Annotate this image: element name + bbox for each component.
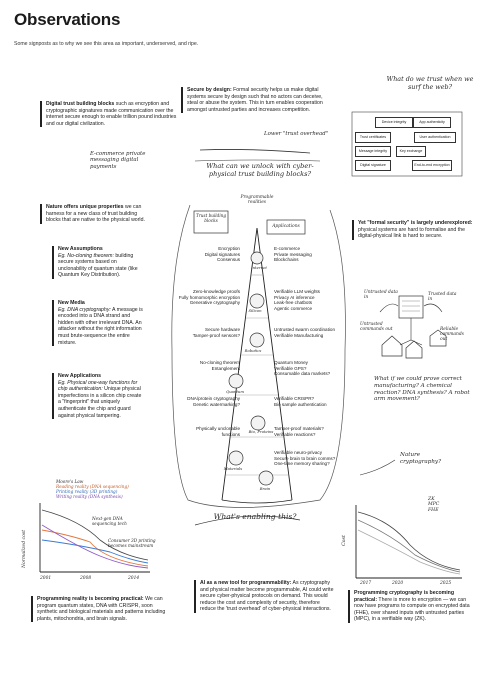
center-row-2-blocks: Secure hardware Tamper-proof sensors? — [192, 327, 240, 338]
new-media-example: Eg. DNA cryptography: — [58, 306, 111, 313]
ai-tool-body: As cryptography and physical matter become programmable, AI could write secure cyber-physical protocols on demand. This would reduce the cost and complexity of security, therefore reduce the 'trust overhead' of cyber-physical interactions. — [200, 580, 334, 613]
new-assumptions-example: Eg. No-cloning theorem: — [58, 252, 114, 259]
left-chart-note-sequencing: Next-gen DNA sequencing tech — [92, 516, 127, 526]
new-applications-example: Eg. Physical one-way functions for chip authentication: — [58, 379, 138, 393]
formal-security-heading: Yet "formal security" is largely underexplored: — [358, 220, 473, 226]
right-chart-ylabel: Cost — [342, 535, 347, 546]
web-trust-question: What do we trust when we surf the web? — [386, 75, 474, 91]
center-row-0-icon-label: Internet — [251, 265, 267, 270]
left-chart-ylabel: Normalized cost — [22, 529, 27, 568]
center-row-5-applications: Tamper-proof materials? Verifiable reactions? — [274, 426, 324, 437]
trust-overhead-note: Lower "trust overhead" — [264, 131, 329, 137]
center-row-0-applications: E-commerce Private messaging Blockchains — [274, 246, 312, 263]
new-media-body: A message is encoded into a DNA strand and hidden with other irrelevant DNA. An attacker without the right information must brute-sequence the entire mixture. — [58, 306, 143, 346]
enabling-question: What's enabling this? — [213, 512, 297, 521]
nature-body: we can harness for a new class of trust building blocks that are native to the physical world. — [46, 204, 145, 224]
left-x-tick-2014: 2014 — [128, 576, 140, 581]
cell-message-integrity: Message integrity — [355, 146, 391, 157]
trust-blocks-heading: Digital trust building blocks — [46, 101, 115, 107]
new-media-heading: New Media — [58, 300, 85, 306]
nature-heading: Nature offers unique properties — [46, 204, 124, 210]
nature-cryptography-note: Nature cryptography? — [400, 452, 442, 465]
ecommerce-sketch-note: E-commerce private messaging digital payments — [90, 151, 146, 170]
center-row-1-blocks: Zero-knowledge proofs Fully homomorphic encryption Generative cryptography — [178, 289, 240, 306]
right-x-tick-2017: 2017 — [360, 581, 372, 586]
trust-blocks-body: such as encryption and cryptographic signatures made communication over the internet secure enough to enable trillion pound industries and our digital civilization. — [46, 101, 177, 127]
legend-reading-reality: Reading reality (DNA sequencing) — [56, 484, 129, 489]
left-x-tick-2008: 2008 — [80, 576, 92, 581]
legend-fhe: FHE — [428, 507, 439, 513]
center-row-1-applications: Verifiable LLM weights Privacy AI inference Leak-free chatbots Agentic commerce — [274, 289, 320, 311]
prove-question: What if we could prove correct manufacturing? A chemical reaction? DNA synthesis? A robot arm movement? — [374, 376, 470, 403]
ai-tool-note — [194, 580, 336, 613]
left-chart-note-printing: Consumer 3D printing becomes mainstream — [108, 538, 156, 548]
programming-reality-heading: Programming reality is becoming practical: — [37, 596, 144, 602]
new-applications-heading: New Applications — [58, 373, 102, 379]
center-row-2-applications: Untrusted swarm coordination Verifiable Manufacturing — [274, 327, 336, 338]
trusted-data-label: Trusted data in — [428, 292, 457, 303]
ai-tool-heading: AI as a new tool for programmability: — [200, 580, 292, 586]
new-assumptions-body: building secure systems based on unclonability of quantum state (like Quantum Key Distribution). — [58, 252, 138, 279]
programmable-realities-label: Programmable realities — [240, 195, 274, 206]
programming-crypto-note — [348, 590, 476, 623]
cell-device-integrity: Device integrity — [375, 117, 413, 128]
formal-security-body: physical systems are hard to formalise and the digital-physical link is hard to secure. — [358, 226, 465, 240]
new-applications-body: Unique physical imperfections in a silicon chip create a "fingerprint" that uniquely authenticate the chip and guard against physical tampering. — [58, 386, 142, 419]
untrusted-commands-label: Untrusted commands out — [360, 322, 393, 333]
legend-zk: ZK — [428, 497, 435, 502]
untrusted-data-label: Untrusted data in — [364, 290, 398, 301]
left-chart-legend — [56, 479, 156, 499]
programming-crypto-body: There is more to encryption — we can now have programs to compute on encrypted data (FHE), over shared inputs with untrusted parties (MPC), in a verifiable way (ZK). — [354, 596, 470, 623]
center-row-3-blocks: No-cloning theorem Entanglement — [199, 360, 240, 371]
center-row-4-blocks: DNA/protein cryptography Genetic watermarking? — [187, 396, 240, 407]
center-row-3-icon-label: Quantum — [226, 389, 244, 394]
secure-design-body: Formal security helps us make digital systems secure by design such that no actors can deceive, steal or abuse the system. This in turn enables cooperation amongst untrusted parties and increases competition. — [187, 87, 323, 113]
center-row-4-icon-label: Bio, Proteins — [248, 429, 274, 434]
legend-moores-law: Moore's Law — [56, 479, 84, 484]
cell-key-exchange: Key exchange — [396, 146, 426, 157]
cell-end-to-end-encryption: End-to-end encryption — [412, 160, 452, 171]
center-row-4-applications: Verifiable CRISPR? Bio sample authentication — [274, 396, 327, 407]
cell-app-authenticity: App authenticity — [413, 117, 451, 128]
programming-crypto-heading: Programming cryptography is becoming practical: — [354, 590, 455, 603]
formal-security-note — [352, 220, 476, 240]
cell-digital-signature: Digital signature — [355, 160, 391, 171]
legend-printing-reality: Printing reality (3D printing) — [56, 489, 118, 494]
center-row-6-icon-label: Brain — [259, 486, 271, 491]
trust-blocks-label: Trust building blocks — [195, 213, 227, 223]
page-title: Observations — [14, 10, 121, 29]
left-x-tick-2001: 2001 — [40, 576, 52, 581]
center-row-6-applications: Verifiable neuro-privacy Secure brain to brain comms? One-time memory sharing? — [274, 450, 336, 467]
center-row-2-icon-label: Robotics — [244, 348, 262, 353]
legend-writing-reality: Writing reality (DNA synthesis) — [56, 494, 123, 499]
reliable-commands-label: Reliable commands out — [440, 327, 464, 343]
secure-design-heading: Secure by design: — [187, 87, 232, 93]
right-x-tick-2020: 2020 — [392, 581, 404, 586]
programming-reality-body: We can program quantum states, DNA with CRISPR, soon synthetic and biological materials and patterns including plants, mitochondria, and brain signals. — [37, 596, 166, 622]
right-chart — [356, 505, 462, 578]
center-row-5-icon-label: Materials — [223, 466, 243, 471]
center-row-1-icon-label: Silicon — [248, 308, 262, 313]
legend-mpc: MPC — [428, 502, 440, 508]
page-subtitle: Some signposts as to why we see this area as important, underserved, and ripe. — [14, 41, 199, 47]
applications-label: Applications — [272, 224, 300, 229]
center-row-3-applications: Quantum Money Verifiable GPS? Consumable data markets? — [274, 360, 331, 377]
right-chart-legend — [428, 497, 439, 513]
programming-reality-note — [31, 596, 171, 622]
right-x-tick-2025: 2025 — [440, 581, 452, 586]
new-assumptions-heading: New Assumptions — [58, 246, 103, 252]
center-row-0-blocks: Encryption Digital signatures Consensus — [204, 246, 240, 263]
center-question: What can we unlock with cyber-physical trust building blocks? — [206, 162, 314, 178]
cell-trust-certificates: Trust certificates — [355, 132, 391, 143]
cell-user-authentication: User authentication — [414, 132, 456, 143]
center-row-5-blocks: Physically unclonable functions — [196, 426, 240, 437]
